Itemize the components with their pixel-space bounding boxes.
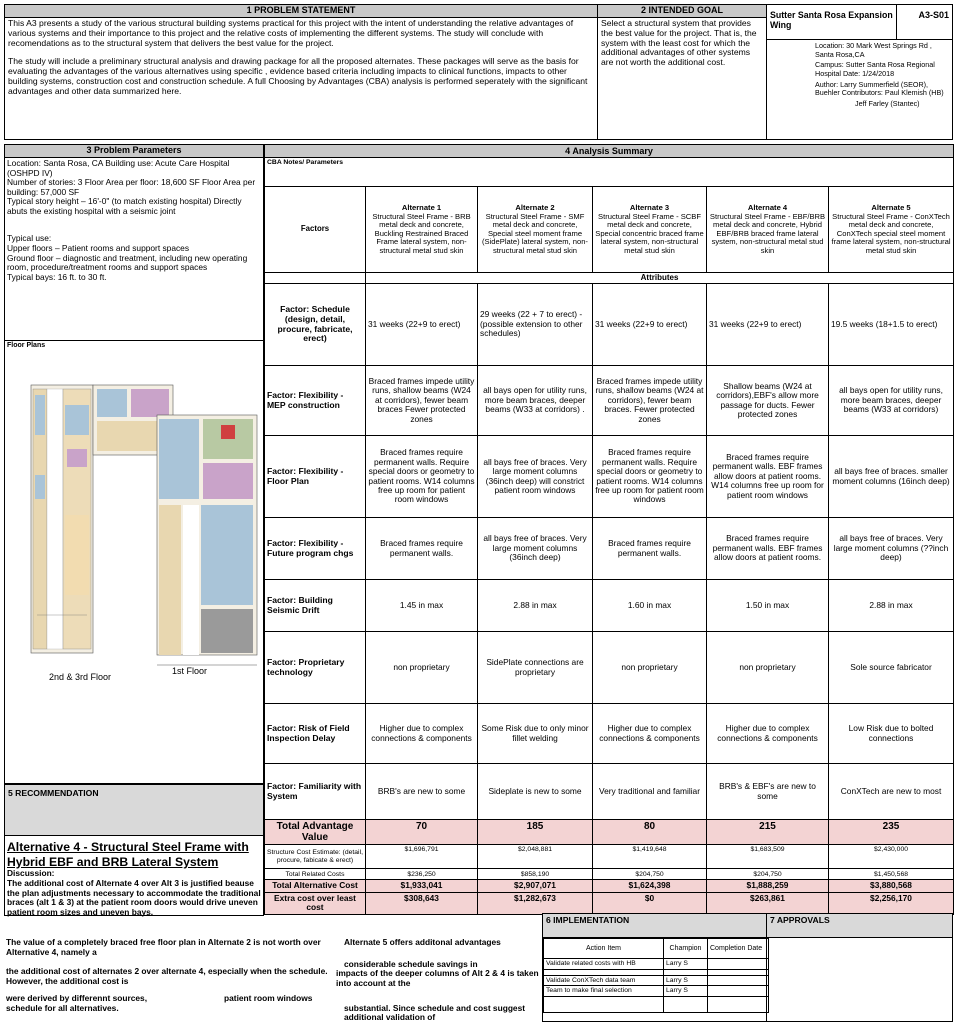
- f1-c1: all bays open for utility runs, more beam braces, deeper beams (W33 at corridors) .: [478, 366, 593, 436]
- f5-c4: Sole source fabricator: [829, 632, 954, 704]
- impl-h-date: Completion Date: [708, 939, 769, 959]
- rc-1: $858,190: [478, 869, 593, 880]
- f0-c2: 31 weeks (22+9 to erect): [593, 284, 707, 366]
- recommendation-heading: Alternative 4 - Structural Steel Frame with Hybrid EBF and BRB Lateral System: [7, 840, 249, 869]
- section4-analysis-summary: [264, 144, 953, 913]
- impl-r1-action: Validate ConXTech data team: [544, 975, 664, 986]
- section3-header: 3 Problem Parameters: [5, 145, 263, 158]
- impl-r2-action: Team to make final selection: [544, 986, 664, 997]
- alt3-desc: Structural Steel Frame - SCBF metal deck and concrete, Special concentric braced frame lateral system, non-structural metal stud skin: [595, 211, 704, 255]
- f0-c4: 19.5 weeks (18+1.5 to erect): [829, 284, 954, 366]
- discussion-mid3: impacts of the deeper columns of Alt 2 & 4 is taken into account at the: [336, 968, 539, 988]
- discussion-p5: schedule for all alternatives.: [6, 1002, 119, 1013]
- param-line-7: Ground floor – diagnostic and treatment, including new operating room, procedure/treatment rooms and support spaces: [7, 252, 248, 273]
- section3-problem-parameters: [4, 144, 264, 784]
- f3-c2: Braced frames require permanent walls.: [593, 518, 707, 580]
- floor-plans-label: Floor Plans: [7, 342, 46, 349]
- sc-0: $1,696,791: [366, 845, 478, 869]
- f1-c3: Shallow beams (W24 at corridors),EBF's allow more passage for ducts. Fewer protected zones: [707, 366, 829, 436]
- discussion-mid5: substantial. Since schedule and cost suggest additional validation of: [344, 1002, 526, 1023]
- f7-c3: BRB's & EBF's are new to some: [707, 764, 829, 820]
- impl-row: [544, 986, 769, 997]
- impl-r0-champion: Larry S: [664, 959, 708, 970]
- discussion-p1: The additional cost of Alternate 4 over Alt 3 is justified beause the plan adjustments necessary to accommodate the traditional braces (alt 1 & 3) at the patient room doors would drive uneven patient room sizes and uneven bays.: [7, 877, 261, 917]
- f3-c0: Braced frames require permanent walls.: [366, 518, 478, 580]
- alt5-name: Alternate 5: [871, 203, 911, 212]
- f7-c0: BRB's are new to some: [366, 764, 478, 820]
- project-name: Sutter Santa Rosa Expansion Wing: [767, 5, 897, 39]
- ta-1: 185: [478, 820, 593, 845]
- sheet-number: A3-S01: [918, 10, 949, 20]
- impl-r2-champion: Larry S: [664, 986, 708, 997]
- f4-c4: 2.88 in max: [829, 580, 954, 632]
- section6-header: 6 IMPLEMENTATION: [543, 914, 766, 938]
- tc-0: $1,933,041: [366, 880, 478, 892]
- tb-location: Location: 30 Mark West Springs Rd , Santa Rosa,CA: [815, 41, 932, 59]
- f6-c4: Low Risk due to bolted connections: [829, 704, 954, 764]
- sc-1: $2,048,881: [478, 845, 593, 869]
- section7-approvals: [766, 913, 953, 1022]
- tc-2: $1,624,398: [593, 880, 707, 892]
- f0-c3: 31 weeks (22+9 to erect): [707, 284, 829, 366]
- ta-2: 80: [593, 820, 707, 845]
- factor-flex-floor: Factor: Flexibility - Floor Plan: [265, 436, 366, 518]
- f5-c1: SidePlate connections are proprietary: [478, 632, 593, 704]
- f2-c4: all bays free of braces. smaller moment columns (16inch deep): [829, 436, 954, 518]
- related-costs-label: Total Related Costs: [265, 869, 366, 880]
- factor-schedule: Factor: Schedule (design, detail, procure, fabricate, erect): [265, 284, 366, 366]
- rc-0: $236,250: [366, 869, 478, 880]
- alt1-name: Alternate 1: [401, 203, 442, 212]
- param-line-3: Typical story height – 16'-0" (to match existing hospital) Directly abuts the existing hospital with a seismic joint: [7, 196, 242, 216]
- f2-c0: Braced frames require permanent walls. Require special doors or geometry to patient rooms. W14 columns free up room for patient room windows: [366, 436, 478, 518]
- f3-c1: all bays free of braces. Very large moment columns (36inch deep): [478, 518, 593, 580]
- f1-c0: Braced frames impede utility runs, shallow beams (W24 at corridors), fewer beam braces Fewer protected zones: [366, 366, 478, 436]
- discussion-mid2: considerable schedule savings in: [344, 958, 478, 969]
- f2-c1: all bays free of braces. Very large moment columns (36inch deep) will constrict patient room windows: [478, 436, 593, 518]
- f6-c1: Some Risk due to only minor fillet welding: [478, 704, 593, 764]
- impl-r1-date: [708, 975, 769, 986]
- tb-contrib: Jeff Farley (Stantec): [855, 98, 920, 108]
- alt3-name: Alternate 3: [629, 203, 670, 212]
- ta-3: 215: [707, 820, 829, 845]
- impl-h-champion: Champion: [664, 939, 708, 959]
- ec-0: $308,643: [366, 892, 478, 914]
- param-line-1: Location: Santa Rosa, CA Building use: Acute Care Hospital (OSHPD IV): [7, 158, 230, 178]
- param-line-6: Upper floors – Patient rooms and support spaces: [7, 243, 190, 254]
- f5-c2: non proprietary: [593, 632, 707, 704]
- f1-c4: all bays open for utility runs, more beam braces, deeper beams (W33 at corridors): [829, 366, 954, 436]
- ec-3: $263,861: [707, 892, 829, 914]
- f7-c4: ConXTech are new to most: [829, 764, 954, 820]
- tc-1: $2,907,071: [478, 880, 593, 892]
- attributes-label: Attributes: [366, 273, 954, 284]
- rc-4: $1,450,568: [829, 869, 954, 880]
- impl-row: [544, 975, 769, 986]
- param-line-8: Typical bays: 16 ft. to 30 ft.: [7, 271, 107, 282]
- alt4-header: [707, 187, 829, 273]
- discussion-label: Discussion:: [7, 868, 55, 879]
- sc-3: $1,683,509: [707, 845, 829, 869]
- factors-label: Factors: [265, 187, 366, 273]
- tc-4: $3,880,568: [829, 880, 954, 892]
- structure-cost-label: Structure Cost Estimate: (detail, procure, fabicate & erect): [265, 845, 366, 869]
- f7-c2: Very traditional and familiar: [593, 764, 707, 820]
- f6-c3: Higher due to complex connections & components: [707, 704, 829, 764]
- discussion-p2: The value of a completely braced free floor plan in Alternate 2 is not worth over Alternative 4, namely a: [6, 937, 321, 957]
- ta-0: 70: [366, 820, 478, 845]
- f7-c1: Sideplate is new to some: [478, 764, 593, 820]
- section1-header: 1 PROBLEM STATEMENT: [5, 5, 597, 18]
- alt1-desc: Structural Steel Frame - BRB metal deck and concrete, Buckling Restrained Braced Frame lateral system, non-structural metal stud skin: [372, 211, 471, 255]
- section6-implementation: [542, 913, 767, 1022]
- factor-seismic-drift: Factor: Building Seismic Drift: [265, 580, 366, 632]
- alt3-header: [593, 187, 707, 273]
- sc-4: $2,430,000: [829, 845, 954, 869]
- analysis-table: [264, 144, 954, 915]
- extra-cost-label: Extra cost over least cost: [265, 892, 366, 914]
- upper-floor-label: 2nd & 3rd Floor: [49, 672, 112, 682]
- section7-header: 7 APPROVALS: [767, 914, 952, 938]
- alt5-desc: Structural Steel Frame - ConXTech metal deck and concrete, ConXTech special steel moment frame lateral system, non-structural metal stud skin: [831, 211, 951, 255]
- f6-c0: Higher due to complex connections & components: [366, 704, 478, 764]
- upper-floor-plan: [31, 385, 173, 653]
- intended-goal-text: Select a structural system that provides the best value for the project. That is, the system with the least cost for which the additional advantages of other systems are not worth the additional cost.: [601, 18, 757, 68]
- discussion-p4: were derived by differennt sources,: [6, 993, 148, 1004]
- factor-flex-mep: Factor: Flexibility - MEP construction: [265, 366, 366, 436]
- section1-problem-statement: [4, 4, 598, 140]
- alt4-desc: Structural Steel Frame - EBF/BRB metal deck and concrete, Hybrid EBF/BRB braced frame lateral system, non-structural metal stud skin: [709, 211, 826, 255]
- tb-campus: Campus: Sutter Santa Rosa Regional Hospital Date: 1/24/2018: [815, 60, 935, 78]
- alt2-desc: Structural Steel Frame - SMF metal deck and concrete, Special steel moment frame (SidePlate) lateral system, non-structural metal stud skin: [482, 211, 588, 255]
- problem-statement-para2: The study will include a preliminary structural analysis and drawing package for all the proposed alternates. These packages will serve as the basis for evaluating the advantages of the various alternatives using specific , evidence based criteria including impacts to clinical functions, impacts to other building systems, construction cost and construction schedule. A full Choosing by Advantages (CBA) analysis is performed seperately with the significant advantages and other data summarized here.: [8, 56, 588, 96]
- section2-intended-goal: [597, 4, 767, 140]
- discussion-mid4: patient room windows: [224, 993, 313, 1004]
- factor-inspection-risk: Factor: Risk of Field Inspection Delay: [265, 704, 366, 764]
- f4-c0: 1.45 in max: [366, 580, 478, 632]
- f5-c0: non proprietary: [366, 632, 478, 704]
- f2-c2: Braced frames require permanent walls. Require special doors or geometry to patient rooms. W14 columns free up room for patient room windows: [593, 436, 707, 518]
- ground-floor-label: 1st Floor: [172, 666, 208, 676]
- total-advantage-label: Total Advantage Value: [265, 820, 366, 845]
- alt2-header: [478, 187, 593, 273]
- recommendation-body: [4, 836, 264, 916]
- alt4-name: Alternate 4: [747, 203, 788, 212]
- discussion-mid1: Alternate 5 offers additonal advantages: [344, 937, 501, 947]
- rc-2: $204,750: [593, 869, 707, 880]
- f4-c3: 1.50 in max: [707, 580, 829, 632]
- ec-2: $0: [593, 892, 707, 914]
- tc-3: $1,888,259: [707, 880, 829, 892]
- f0-c0: 31 weeks (22+9 to erect): [366, 284, 478, 366]
- f3-c3: Braced frames require permanent walls. EBF frames allow doors at patient rooms.: [707, 518, 829, 580]
- impl-r0-date: [708, 959, 769, 970]
- f5-c3: non proprietary: [707, 632, 829, 704]
- alt5-header: [829, 187, 954, 273]
- title-block: [766, 4, 953, 140]
- impl-r2-date: [708, 986, 769, 997]
- ec-1: $1,282,673: [478, 892, 593, 914]
- rc-3: $204,750: [707, 869, 829, 880]
- floor-plan-drawing: [7, 365, 263, 695]
- f2-c3: Braced frames require permanent walls. EBF frames allow doors at patient rooms. W14 columns free up room for patient room windows: [707, 436, 829, 518]
- f4-c1: 2.88 in max: [478, 580, 593, 632]
- alt1-header: [366, 187, 478, 273]
- total-alt-cost-label: Total Alternative Cost: [265, 880, 366, 892]
- f0-c1: 29 weeks (22 + 7 to erect) - (possible extension to other schedules): [478, 284, 593, 366]
- f6-c2: Higher due to complex connections & components: [593, 704, 707, 764]
- section2-header: 2 INTENDED GOAL: [598, 5, 766, 18]
- impl-h-action: Action Item: [544, 939, 664, 959]
- sc-2: $1,419,648: [593, 845, 707, 869]
- discussion-continued: [4, 938, 344, 1022]
- section5-recommendation: [4, 784, 264, 836]
- ta-4: 235: [829, 820, 954, 845]
- cba-notes: CBA Notes/ Parameters: [265, 158, 954, 187]
- impl-row: [544, 959, 769, 970]
- factor-flex-future: Factor: Flexibility - Future program chgs: [265, 518, 366, 580]
- discussion-middle: [224, 937, 542, 1023]
- discussion-p3: the additional cost of alternates 2 over alternate 4, especially when the schedule. However, the additional cost is: [6, 966, 328, 986]
- f3-c4: all bays free of braces. Very large moment columns (??inch deep): [829, 518, 954, 580]
- tb-author: Author: Larry Summerfield (SEOR), Buehler Contributors: Paul Klemish (HB): [815, 79, 944, 98]
- param-line-5: Typical use:: [7, 233, 52, 244]
- section4-header: 4 Analysis Summary: [265, 145, 954, 158]
- problem-statement-para1: This A3 presents a study of the various structural building systems practical for this project with the intent of understanding the relative advantages of various systems and their importance to this project and the relative costs of implementing the different systems. The study will conclude with recomendations as to the structural system that delivers the best value for the project.: [8, 18, 574, 48]
- alt2-name: Alternate 2: [515, 203, 555, 212]
- ground-floor-plan: [157, 415, 257, 665]
- f4-c2: 1.60 in max: [593, 580, 707, 632]
- factor-familiarity: Factor: Familiarity with System: [265, 764, 366, 820]
- param-line-2: Number of stories: 3 Floor Area per floor: 18,600 SF Floor Area per building: 57,000 SF: [7, 177, 256, 197]
- ec-4: $2,256,170: [829, 892, 954, 914]
- factor-proprietary: Factor: Proprietary technology: [265, 632, 366, 704]
- impl-r0-action: Validate related costs with HB: [544, 959, 664, 970]
- f1-c2: Braced frames impede utility runs, shallow beams (W24 at corridors), fewer beam braces. Fewer protected zones: [593, 366, 707, 436]
- implementation-table: [543, 938, 769, 1013]
- section5-header: 5 RECOMMENDATION: [8, 788, 99, 798]
- impl-r1-champion: Larry S: [664, 975, 708, 986]
